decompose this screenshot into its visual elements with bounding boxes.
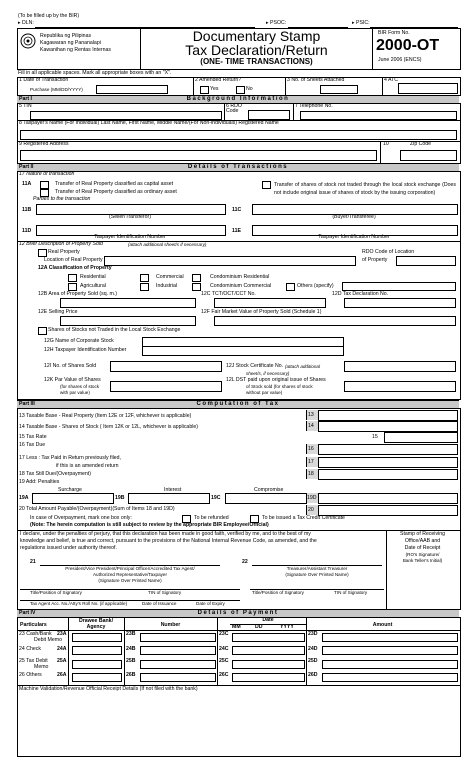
drawee-bank-field[interactable] — [72, 660, 122, 669]
compromise-label: Compromise — [254, 487, 284, 493]
atc-label: 4 ATC — [384, 77, 399, 83]
instructions: Fill in all applicable spaces. Mark all appropriate boxes with an "X". — [18, 70, 172, 76]
agency-line-1: Republika ng Pilipinas — [40, 33, 92, 39]
amended-yes-label: Yes — [210, 86, 219, 92]
taxpayer-name-field[interactable] — [20, 130, 457, 140]
date-field[interactable] — [232, 646, 305, 655]
bir-fill-note: (To be filled up by the BIR) — [18, 13, 80, 19]
zip-code-field[interactable] — [400, 150, 457, 161]
pay-row-label-2: Debit Memo — [34, 637, 62, 643]
date-header: Date — [262, 617, 274, 623]
amount-field[interactable] — [322, 660, 458, 669]
line-20-num: 20 — [308, 507, 314, 513]
tcc-label: To be issued a Tax Credit Certificate — [262, 515, 345, 521]
part3-label: Part III — [19, 401, 35, 407]
residential-label: Residential — [80, 274, 106, 280]
form-title-1: Documentary Stamp — [192, 28, 321, 44]
pay-row-num-d: 23D — [308, 631, 318, 637]
particulars-header: Particulars — [20, 622, 47, 628]
line-17b-label: if this is an amended return — [56, 463, 119, 469]
form-subtitle: (ONE- TIME TRANSACTIONS) — [200, 57, 313, 66]
surcharge-field[interactable] — [32, 493, 114, 504]
field-11e-label: 11E — [232, 228, 241, 234]
pay-row-num-d: 26D — [308, 672, 318, 678]
condo-commercial-label: Condominium Commercial — [210, 283, 272, 289]
pay-row-label: 23 Cash/Bank — [19, 631, 52, 637]
dln-label: ▸ DLN: — [18, 20, 34, 26]
par-value-hint-1: (for shares of stock — [60, 384, 100, 389]
corp-tin-field[interactable] — [142, 346, 344, 356]
mm-header: MM — [232, 624, 241, 630]
date-issuance-label: Date of Issuance — [142, 601, 177, 606]
selling-price-label: 12E Selling Price — [38, 309, 78, 315]
pay-row-num-b: 24B — [126, 646, 136, 652]
field-10-label: 10 — [383, 141, 389, 147]
line-18-label: 18 Tax Still Due/(Overpayment) — [19, 471, 91, 477]
fmv-label: 12F Fair Market Value of Property Sold (Schedule 1) — [201, 309, 322, 315]
date-expiry-label: Date of Expiry — [196, 601, 225, 606]
field-11b-label: 11B — [22, 207, 32, 213]
row1-div3 — [382, 77, 383, 95]
condo-commercial-checkbox[interactable] — [192, 283, 201, 291]
field-11d-label: 11D — [22, 228, 32, 234]
transferor-tin-label: Taxpayer Identification Number — [94, 234, 166, 240]
sig-22-caption-2: (Signature Over Printed Name) — [285, 572, 349, 577]
pay-row-num-a: 23A — [57, 631, 67, 637]
buyer-label: (Buyer/Transferee) — [332, 214, 376, 220]
line-19b-num: 19B — [115, 495, 125, 501]
seller-label: (Seller/Transferor) — [109, 214, 151, 220]
form-no-label: BIR Form No. — [378, 30, 410, 36]
line-13-field[interactable] — [318, 410, 458, 421]
pay-row-num-d: 24D — [308, 646, 318, 652]
amount-field[interactable] — [322, 646, 458, 655]
shares-sold-label: 12I No. of Shares Sold — [44, 363, 97, 369]
registered-address-field[interactable] — [20, 150, 377, 161]
location-label: Location of Real Property — [44, 257, 103, 263]
telephone-field[interactable] — [300, 111, 457, 120]
pay-row-label-2: Memo — [34, 664, 49, 670]
number-field[interactable] — [140, 673, 216, 682]
pay-row-num-c: 23C — [219, 631, 229, 637]
sig-21-caption-1: President/Vice President/Principal Officer/Accredited Tax Agent/ — [65, 566, 195, 571]
dd-header: DD — [255, 624, 263, 630]
corp-tin-label: 12H Taxpayer Identification Number — [44, 347, 127, 353]
industrial-label: Industrial — [156, 283, 178, 289]
transfer-shares-checkbox[interactable] — [262, 181, 271, 189]
pay-row-num-c: 24C — [219, 646, 229, 652]
line-16-num: 16 — [308, 446, 314, 452]
commercial-label: Commercial — [156, 274, 184, 280]
property-description-label: 12 Brief Description of Property Sold — [19, 241, 103, 247]
sig-21-caption-2: Authorized Representative/Taxpayer — [92, 572, 168, 577]
form-title-2: Tax Declaration/Return — [185, 42, 328, 58]
yyyy-header: YYYY — [280, 624, 294, 630]
tct-label: 12C TCT/OCT/CCT No. — [201, 291, 256, 297]
declaration-text-3: regulations issued under authority thereof. — [20, 545, 117, 551]
pay-row-num-b: 25B — [126, 658, 136, 664]
dst-paid-hint-2: without par value) — [246, 390, 283, 395]
drawee-bank-field[interactable] — [72, 633, 122, 642]
transfer-shares-label: Transfer of shares of stock not traded through the local stock exchange (Does not include original issue of shares of stock by the issuing corporation) — [274, 182, 456, 196]
date-of-transaction-field[interactable] — [96, 85, 168, 94]
line-18-num: 18 — [308, 471, 314, 477]
line-14-field[interactable] — [318, 421, 458, 432]
taxpayer-name-label: 8 Taxpayer's Name (For Individual) Last Name, First Name, Middle Name/(For Non-individuals) Registered Name — [19, 120, 279, 126]
rdo-code-field[interactable] — [248, 110, 290, 120]
real-property-label: Real Property — [48, 249, 80, 255]
agricultural-checkbox[interactable] — [68, 283, 77, 291]
par-value-hint-2: with par value) — [60, 390, 90, 395]
tax-declaration-field[interactable] — [344, 298, 456, 308]
agency-header: Agency — [86, 624, 106, 630]
computation-note: (Note: The herein computation is still subject to review by the appropriate BIR Employee/Official) — [30, 522, 269, 528]
form-date: June 2006 (ENCS) — [378, 57, 422, 63]
tin-signatory-2: TIN of Signatory — [334, 590, 368, 595]
parties-label: Parties to the transaction — [33, 196, 91, 202]
line-20-label: 20 Total Amount Payable/(Overpayment)(Sum of Items 18 and 19D) — [19, 506, 175, 512]
validation-box — [17, 685, 461, 757]
dst-paid-field[interactable] — [344, 381, 456, 392]
stock-cert-hint: (attach additional — [285, 364, 320, 369]
sheets-attached-label: 3 No. of Sheets Attached — [287, 77, 345, 83]
telephone-label: 7 Telephone No. — [295, 103, 333, 109]
pay-row-num-b: 26B — [126, 672, 136, 678]
of-property-label: of Property — [362, 257, 388, 263]
property-description-hint: (attach additional sheet/s if necessary) — [128, 242, 207, 247]
overpayment-label: In case of Overpayment, mark one box only: — [30, 515, 132, 521]
sig-21-num: 21 — [30, 559, 36, 565]
line-15-num: 15 — [372, 434, 378, 440]
field-11a-label: 11A — [22, 181, 32, 187]
number-field[interactable] — [140, 633, 216, 642]
line-13-label: 13 Taxable Base - Real Property (Item 12E or 12F, whichever is applicable) — [19, 413, 192, 419]
tax-due-field[interactable] — [318, 444, 458, 455]
tin-div1 — [224, 103, 225, 121]
corporate-stock-label: 12G Name of Corporate Stock — [44, 338, 114, 344]
line-17-num: 17 — [308, 459, 314, 465]
pay-row-num-c: 25C — [219, 658, 229, 664]
zip-code-label: Zip Code — [410, 141, 432, 147]
pay-row-num-a: 26A — [57, 672, 67, 678]
psic-text: PSIC: — [356, 20, 370, 26]
interest-label: Interest — [164, 487, 182, 493]
tax-still-due-field[interactable] — [318, 469, 458, 480]
line-13-num: 13 — [308, 412, 314, 418]
stamp-label-2: Office/AAB and — [404, 538, 441, 544]
stamp-label-1: Stamp of Receiving — [400, 531, 445, 537]
part4-title: Details of Payment — [197, 610, 279, 616]
rdo-code-label: 6 RDO Code — [226, 103, 242, 115]
bir-seal-icon — [20, 33, 36, 49]
amended-no-label: No — [246, 86, 253, 92]
commercial-checkbox[interactable] — [140, 274, 149, 282]
agent-acc-label: Tax Agent Acc. No./Atty's Roll No. (if applicable) — [30, 601, 128, 606]
drawee-bank-field[interactable] — [72, 646, 122, 655]
residential-checkbox[interactable] — [68, 274, 77, 282]
date-field[interactable] — [232, 660, 305, 669]
sheets-attached-field[interactable] — [320, 85, 358, 94]
sig-21-caption-3: (Signature Over Printed Name) — [98, 578, 162, 583]
title-position-1: Title/Position of Signatory — [30, 590, 82, 595]
tin-label: 5 TIN — [19, 103, 32, 109]
part1-title: Background Information — [186, 96, 290, 102]
shares-sold-field[interactable] — [110, 361, 222, 372]
line-15-label: 15 Tax Rate — [19, 434, 47, 440]
drawee-header: Drawee Bank/ — [78, 618, 114, 624]
pay-row-num-a: 24A — [57, 646, 67, 652]
form-number: 2000-OT — [376, 37, 440, 54]
surcharge-label: Surcharge — [58, 487, 82, 493]
area-sold-field[interactable] — [60, 298, 196, 308]
pay-row-num-c: 26C — [219, 672, 229, 678]
part4-label: Part IV — [19, 610, 36, 616]
psic-label: ▸ PSIC: — [352, 20, 370, 26]
fmv-field[interactable] — [214, 316, 456, 326]
amount-header: Amount — [372, 622, 393, 628]
field-11c-label: 11C — [232, 207, 242, 213]
amended-return-label: 2 Amended Return? — [195, 77, 242, 83]
pay-row-label: 24 Check — [19, 646, 41, 652]
stock-cert-label: 12J Stock Certificate No. — [226, 363, 284, 369]
par-value-label: 12K Par Value of Shares — [44, 377, 101, 383]
penalties-total-field[interactable] — [318, 493, 458, 504]
line-14-label: 14 Taxable Base - Shares of Stock ( Item 12K or 12L, whichever is applicable) — [19, 424, 198, 430]
classification-label: 12A Classification of Property — [38, 265, 112, 271]
pay-col-3 — [217, 617, 218, 685]
area-sold-label: 12B Area of Property Sold (sq. m.) — [38, 291, 117, 297]
pay-row-label: 26 Others — [19, 672, 42, 678]
number-field[interactable] — [140, 646, 216, 655]
line-14-num: 14 — [308, 423, 314, 429]
tax-rate-field[interactable] — [384, 432, 458, 443]
stamp-label-3: Date of Receipt — [404, 545, 441, 551]
dln-text: DLN: — [22, 20, 34, 26]
tax-paid-previous-field[interactable] — [318, 457, 458, 468]
amended-no-checkbox[interactable] — [236, 86, 245, 94]
stock-cert-hint-2: sheet/s, if necessary) — [246, 371, 290, 376]
industrial-checkbox[interactable] — [140, 283, 149, 291]
row1-div2 — [285, 77, 286, 95]
line-19-label: 19 Add: Penalties — [19, 479, 60, 485]
pay-row-num-b: 23B — [126, 631, 136, 637]
rdo-location-label: RDO Code of Location — [362, 249, 415, 255]
transferee-tin-label: Taxpayer Identification Number — [318, 234, 390, 240]
others-field[interactable] — [342, 282, 456, 291]
shares-not-traded-label: Shares of Stocks not Traded in the Local Stock Exchange — [48, 327, 181, 333]
tin-div2 — [293, 103, 294, 121]
part2-label: Part II — [19, 164, 34, 170]
date-field[interactable] — [232, 633, 305, 642]
registered-address-label: 9 Registered Address — [19, 141, 69, 147]
part3-title: Computation of Tax — [196, 401, 280, 407]
amount-field[interactable] — [322, 633, 458, 642]
tax-declaration-label: 12D Tax Declaration No. — [332, 291, 389, 297]
pay-row-label: 25 Tax Debit — [19, 658, 48, 664]
psoc-text: PSOC: — [270, 20, 287, 26]
refund-label: To be refunded — [194, 515, 229, 521]
row1-div1 — [193, 77, 194, 95]
dst-paid-label: 12L DST paid upon original issue of Shares — [226, 377, 326, 383]
title-position-2: Title/Position of Signatory — [252, 590, 304, 595]
psoc-label: ▸ PSOC: — [266, 20, 287, 26]
number-field[interactable] — [140, 660, 216, 669]
ordinary-asset-label: Transfer of Real Property classified as ordinary asset — [55, 189, 177, 195]
declaration-text-2: knowledge and belief, is true and correct, pursuant to the provisions of the National Internal Revenue Code, as amended, and the — [20, 538, 317, 544]
par-value-field[interactable] — [110, 381, 222, 392]
tct-field[interactable] — [214, 298, 326, 308]
pay-row-num-d: 25D — [308, 658, 318, 664]
sig-22-caption-1: Treasurer/Assistant Treasurer — [286, 566, 348, 571]
selling-price-field[interactable] — [60, 316, 196, 326]
line-17-label: 17 Less : Tax Paid in Return previously filed, — [19, 455, 121, 461]
declaration-text-1: I declare, under the penalties of perjury, that this declaration has been made in good faith, verified by me, and to the best of my — [20, 531, 311, 537]
capital-asset-checkbox[interactable] — [40, 181, 49, 189]
date-of-transaction-label: 1 Date of Transaction — [19, 77, 69, 83]
drawee-bank-field[interactable] — [72, 673, 122, 682]
stamp-label-4: (RO's Signature/ — [405, 552, 440, 557]
validation-label: Machine Validation/Revenue Official Receipt Details (If not filed with the bank) — [19, 686, 198, 692]
agency-line-3: Kawanihan ng Rentas Internas — [40, 47, 111, 53]
line-16-label: 16 Tax Due — [19, 442, 46, 448]
sig-22-num: 22 — [242, 559, 248, 565]
real-property-checkbox[interactable] — [38, 249, 47, 257]
agency-line-2: Kagawaran ng Pananalapi — [40, 40, 101, 46]
date-sub-line — [230, 624, 306, 625]
date-field[interactable] — [232, 673, 305, 682]
stock-cert-field[interactable] — [344, 361, 456, 372]
tin-signatory-1: TIN of Signatory — [148, 590, 182, 595]
location-field[interactable] — [104, 256, 356, 266]
part1-label: Part I — [19, 96, 32, 102]
line-19a-num: 19A — [19, 495, 29, 501]
condo-residential-label: Condominium Residential — [210, 274, 270, 280]
dst-paid-hint-1: of Stock sold (for shares of stock — [246, 384, 313, 389]
nature-of-transaction-label: 17 Nature of transaction — [19, 171, 75, 177]
line-19c-num: 19C — [211, 495, 221, 501]
capital-asset-label: Transfer of Real Property classified as capital asset — [55, 181, 174, 187]
rdo-location-field[interactable] — [396, 256, 456, 266]
header-divider-2 — [372, 28, 373, 69]
others-label: Others (specify) — [297, 283, 334, 289]
number-header: Number — [160, 622, 181, 628]
address-div — [380, 141, 381, 163]
shares-not-traded-checkbox[interactable] — [38, 327, 47, 335]
line-19d-num: 19D — [307, 495, 317, 501]
compromise-field[interactable] — [225, 493, 307, 504]
part2-title: Details of Transactions — [187, 164, 289, 170]
interest-field[interactable] — [128, 493, 210, 504]
atc-field[interactable] — [398, 83, 458, 94]
others-checkbox[interactable] — [286, 283, 295, 291]
condo-residential-checkbox[interactable] — [192, 274, 201, 282]
pay-row-num-a: 25A — [57, 658, 67, 664]
tin-field[interactable] — [30, 111, 222, 120]
amended-yes-checkbox[interactable] — [200, 86, 209, 94]
amount-field[interactable] — [322, 673, 458, 682]
date-hint: Purchase (MM/DD/YYYY) — [30, 87, 83, 92]
stamp-label-5: Bank Teller's Initial) — [402, 558, 443, 563]
agricultural-label: Agricultural — [80, 283, 106, 289]
